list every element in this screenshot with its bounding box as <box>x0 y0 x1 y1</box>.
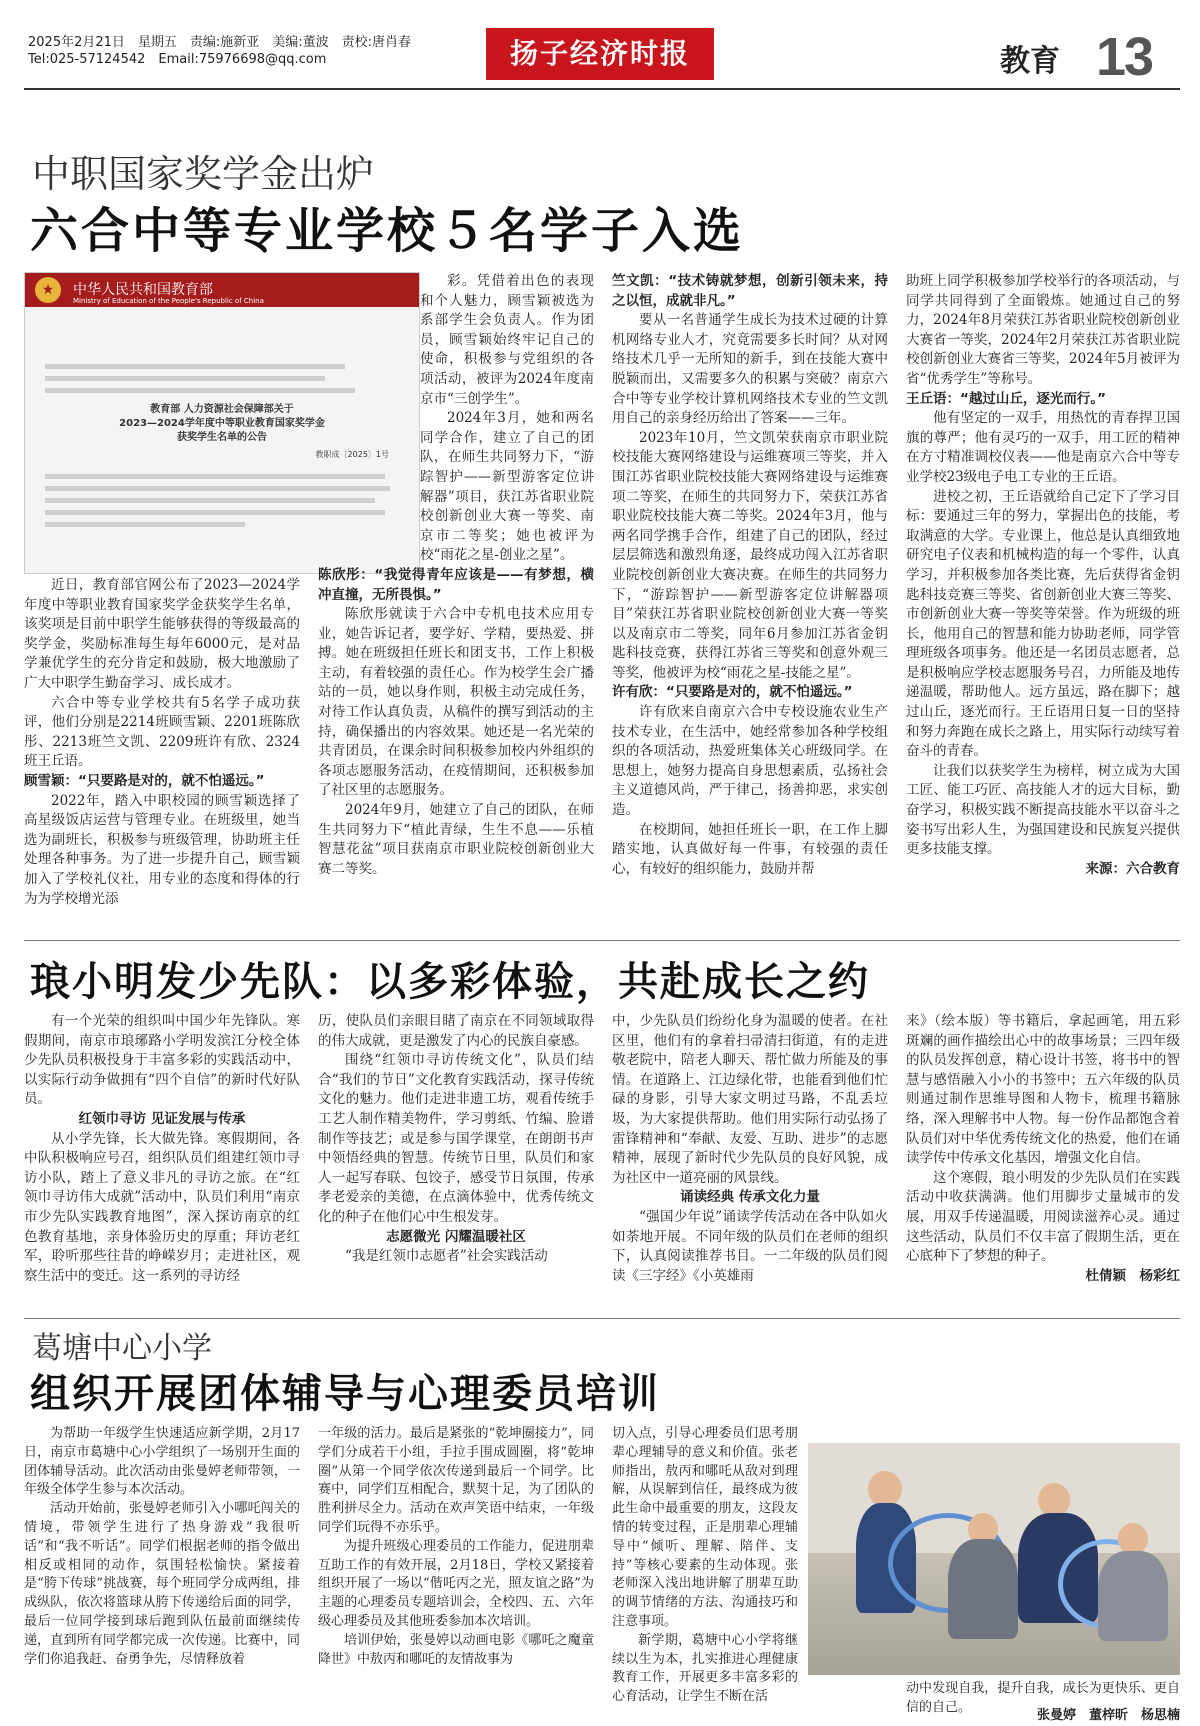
notice-doc-number: 教职成〔2025〕1号 <box>315 450 389 459</box>
subheading: 红领巾寻访 见证发展与传承 <box>78 1110 246 1127</box>
article3-kicker: 葛塘中心小学 <box>32 1331 212 1366</box>
subheading-wang: 王丘语：“越过山丘，逐光而行。” <box>906 390 1106 407</box>
paragraph: 为提升班级心理委员的工作能力，促进朋辈互助工作的有效开展，2月18日，学校又紧接着组织开展了一场以“偕吒丙之光，照友谊之路”为主题的心理委员专题培训会，全校四、五、六年级心理委员及其他班委参加本次培训。 <box>318 1538 594 1629</box>
article3-byline: 张曼婷 董梓昕 杨思楠 <box>1036 1708 1180 1723</box>
divider <box>24 1318 1180 1319</box>
masthead-info <box>28 34 411 68</box>
paragraph: 动中发现自我，提升自我，成长为更快乐、更自信的自己。 <box>906 1681 1180 1715</box>
ministry-name-en: Ministry of Education of the People's Republic of China <box>73 297 264 305</box>
paragraph: 彩。凭借着出色的表现和个人魅力，顾雪颖被选为系部学生会负责人。作为团员，顾雪颖始终牢记自己的使命，积极参与党组织的各项活动，被评为2024年度南京市“三创学生”。 <box>420 273 594 407</box>
paragraph: 有一个光荣的组织叫中国少年先锋队。寒假期间，南京市琅琊路小学明发滨江分校全体少先队员积极投身于丰富多彩的实践活动中，以实际行动争做拥有“四个自信”的新时代好队员。 <box>24 1013 300 1108</box>
subheading-zhu: 竺文凯：“技术铸就梦想，创新引领未来，持之以恒，成就非凡。” <box>612 273 888 309</box>
article2-byline: 杜倩颖 杨彩红 <box>1085 1267 1180 1284</box>
paragraph: 六合中等专业学校共有5名学子成功获评，他们分别是2214班顾雪颖、2201班陈欣彤、2213班竺文凯、2209班许有欣、2324班王丘语。 <box>24 694 300 770</box>
masthead-date-editors: 2025年2月21日 星期五 责编:施新亚 美编:董波 责校:唐肖春 <box>28 35 412 50</box>
paragraph: 在校期间，她担任班长一职，在工作上脚踏实地，认真做好每一件事，有较强的责任心，有较好的组织能力，鼓励并帮 <box>612 821 888 877</box>
subheading-chen: 陈欣彤：“我觉得青年应该是——有梦想，横冲直撞，无所畏惧。” <box>318 566 594 603</box>
paragraph: 2024年3月，她和两名同学合作，建立了自己的团队，在师生共同努力下，“游踪智护——新型游客定位讲解器”项目，获江苏省职业院校创新创业大赛一等奖、南京市二等奖；她也被评为校“雨花之星-创业之星”。 <box>420 410 594 564</box>
paragraph: 要从一名普通学生成长为技术过硬的计算机网络专业人才，究竟需要多长时间？从对网络技术几乎一无所知的新手，到在技能大赛中脱颖而出，又需要多久的积累与突破？南京六合中等专业学校计算机网络技术专业的竺文凯用自己的亲身经历给出了答案——三年。 <box>612 312 888 427</box>
article1-column-3 <box>612 272 888 879</box>
divider <box>24 940 1180 941</box>
notice-title: 教育部 人力资源社会保障部关于 2023—2024学年度中等职业教育国家奖学金 获奖学生名单的公告 <box>119 404 325 443</box>
paragraph: 2022年，踏入中职校园的顾雪颖选择了高星级饭店运营与管理专业。在班级里，她当选为副班长，积极参与班级管理，协助班主任处理各种事务。为了进一步提升自己，顾雪颖加入了学校礼仪社，用专业的态度和得体的行为为学校增光添 <box>24 792 300 907</box>
paragraph: 从小学先锋，长大做先锋。寒假期间，各中队积极响应号召，组织队员们组建红领巾寻访小队，踏上了意义非凡的寻访之旅。在“红领巾寻访伟大成就”活动中，队员们利用“南京市少先队实践教育地图”，深入探访南京的红色教育基地，亲身体验历史的厚重；拜访老红军，聆听那些往昔的峥嵘岁月；走进社区，观察生活中的变迁。这一系列的寻访经 <box>24 1130 300 1284</box>
students-hoop-activity-photo <box>808 1443 1180 1675</box>
article1-column-1 <box>24 576 300 909</box>
paragraph: 助班上同学积极参加学校举行的各项活动，与同学共同得到了全面锻炼。她通过自己的努力，2024年8月荣获江苏省职业院校创新创业大赛省一等奖，2024年2月荣获江苏省职业院校创新创业大赛省三等奖，2024年5月被评为省“优秀学生”等称号。 <box>906 273 1180 387</box>
section-name: 教育 <box>1000 44 1060 79</box>
article2-column-3 <box>612 1012 888 1286</box>
paragraph: 陈欣彤就读于六合中专机电技术应用专业，她告诉记者，要学好、学精，要热爱、拼搏。她在班级担任班长和团支书，工作上积极主动，有着较强的责任心。作为校学生会广播站的一员，她以身作则，积极主动完成任务，对待工作认真负责，从稿件的撰写到活动的主持，确保播出的内容效果。她还是一名光荣的共青团员，在课余时间积极参加校内外组织的各项志愿服务活动，在疫情期间，还积极参加了社区里的志愿服务。 <box>318 606 594 799</box>
paragraph: 这个寒假，琅小明发的少先队员们在实践活动中收获满满。他们用脚步丈量城市的发展，用双手传递温暖，用阅读滋养心灵。通过这些活动，队员们不仅丰富了假期生活，更在心底种下了梦想的种子。 <box>906 1169 1180 1265</box>
subheading: 志愿微光 闪耀温暖社区 <box>386 1228 526 1245</box>
paragraph: 历，使队员们亲眼目睹了南京在不同领域取得的伟大成就，更是激发了内心的民族自豪感。 <box>318 1013 594 1049</box>
paragraph: 一年级的活力。最后是紧张的“乾坤圈接力”，同学们分成若干小组，手拉手围成圆圈，将“乾坤圈”从第一个同学依次传递到最后一个同学。比赛中，同学们互相配合，默契十足，为了团队的胜利拼尽全力。活动在欢声笑语中结束，一年级同学们玩得不亦乐乎。 <box>318 1426 594 1535</box>
article1-source: 来源：六合教育 <box>1085 860 1180 877</box>
article2-column-1 <box>24 1012 300 1286</box>
paragraph: “我是红领巾志愿者”社会实践活动 <box>345 1248 548 1265</box>
paragraph: “强国少年说”诵读学传活动在各中队如火如荼地开展。不同年级的队员们在老师的组织下，认真阅读推荐书目。一二年级的队员们阅读《三字经》《小英雄雨 <box>612 1208 888 1284</box>
newspaper-logo: 扬子经济时报 <box>486 28 714 80</box>
subheading-xu: 许有欣：“只要路是对的，就不怕遥远。” <box>612 684 853 701</box>
article2-headline: 琅小明发少先队：以多彩体验，共赴成长之约 <box>30 959 870 1005</box>
masthead-contact: Tel:025-57124542 Email:75976698@qq.com <box>28 52 327 67</box>
article1-headline: 六合中等专业学校５名学子入选 <box>30 203 745 259</box>
paragraph: 围绕“红领巾寻访传统文化”，队员们结合“我们的节日”文化教育实践活动，探寻传统文化的魅力。他们走进非遗工坊，观看传统手工艺人制作精美物件，学习剪纸、竹编、脸谱制作等技艺；或是参与国学课堂，在朗朗书声中领悟经典的智慧。传统节日里，队员们和家人一起写春联、包饺子，感受节日氛围，传承孝老爱亲的美德，在点滴体验中，优秀传统文化的种子在他们心中生根发芽。 <box>318 1052 594 1225</box>
ministry-name: 中华人民共和国教育部 <box>73 282 213 298</box>
article3-headline: 组织开展团体辅导与心理委员培训 <box>30 1371 660 1417</box>
paragraph: 许有欣来自南京六合中专校设施农业生产技术专业，在生活中，她经常参加各种学校组织的各项活动，热爱班集体关心班级同学。在思想上，她努力提高自身思想素质，弘扬社会主义道德风尚，严于律己，扬善抑恶，求实创造。 <box>612 704 888 819</box>
article2-column-4 <box>906 1012 1180 1286</box>
article2-column-2 <box>318 1012 594 1267</box>
national-emblem-icon: ★ <box>35 277 61 303</box>
paragraph: 中，少先队员们纷纷化身为温暖的使者。在社区里，他们有的拿着扫帚清扫街道，有的走进敬老院中，陪老人聊天、帮忙做力所能及的事情。在道路上、江边绿化带，也能看到他们忙碌的身影，引导大家文明过马路，不乱丢垃圾，为大家提供帮助。他们用实际行动弘扬了雷锋精神和“奉献、友爱、互助、进步”的志愿精神，展现了新时代少先队员的良好风貌，成为社区中一道亮丽的风景线。 <box>612 1013 888 1186</box>
page-number: 13 <box>1096 27 1153 87</box>
subheading: 诵读经典 传承文化力量 <box>680 1189 820 1206</box>
article3-column-3 <box>612 1425 798 1707</box>
paragraph: 2023年10月，竺文凯荣获南京市职业院校技能大赛网络建设与运维赛项三等奖，并入围江苏省职业院校技能大赛网络建设与运维赛项二等奖，在师生的共同努力下，荣获江苏省职业院校技能大赛二等奖。2024年3月，他与两名同学携手合作，组建了自己的团队，经过层层筛选和激烈角逐，最终成功闯入江苏省职业院校创新创业大赛决赛。在师生的共同努力下，“游踪智护——新型游客定位讲解器项目”荣获江苏省职业院校创新创业大赛一等奖以及南京市二等奖，同年6月参加江苏省金钥匙科技竞赛，获得江苏省三等奖和创意外观三等奖，他被评为校“雨花之星-技能之星”。 <box>612 429 888 681</box>
paragraph: 进校之初，王丘语就给自己定下了学习目标：要通过三年的努力，掌握出色的技能，考取满意的大学。专业课上，他总是认真细致地研究电子仪表和机械构造的每一个零件，认真学习，并积极参加各类比赛，先后获得省金钥匙科技竞赛三等奖、省创新创业大赛三等奖、市创新创业大赛一等奖等荣誉。作为班级的班长，他用自己的智慧和能力协助老师，同学管理班级各项事务。他还是一名团员志愿者，总是积极响应学校志愿服务号召，力所能及地传递温暖，帮助他人。远方虽远，路在脚下；越过山丘，逐光而行。王丘语用日复一日的坚持和努力奔跑在成长之路上，用实际行动续写着奋斗的青春。 <box>906 488 1180 760</box>
paragraph: 近日，教育部官网公布了2023—2024学年度中等职业教育国家奖学金获奖学生名单，该奖项是目前中职学生能够获得的等级最高的奖学金，奖励标准每生每年6000元，是对品学兼优学生的充分肯定和鼓励，极大地激励了广大中职学生勤奋学习、成长成才。 <box>24 577 300 691</box>
paragraph: 2024年9月，她建立了自己的团队，在师生共同努力下“植此青绿，生生不息——乐植智慧花盆”项目获南京市职业院校创新创业大赛二等奖。 <box>318 802 594 877</box>
paragraph: 新学期，葛塘中心小学将继续以生为本，扎实推进心理健康教育工作，开展更多丰富多彩的心育活动，让学生不断在活 <box>612 1632 798 1705</box>
paragraph: 为帮助一年级学生快速适应新学期，2月17日，南京市葛塘中心小学组织了一场别开生面的团体辅导活动。此次活动由张曼婷老师带领，一年级全体学生参与本次活动。 <box>24 1426 300 1498</box>
article3-column-2 <box>318 1425 594 1669</box>
article3-column-1 <box>24 1425 300 1669</box>
paragraph: 活动开始前，张曼婷老师引入小哪吒闯关的情境，带领学生进行了热身游戏“我很听话”和“我不听话”。同学们根据老师的指令做出相反或相同的动作，氛围轻松愉快。紧接着是“胯下传球”挑战赛，每个班同学分成两组，排成纵队，依次将篮球从胯下传递给后面的同学，最后一位同学接到球后跑到队伍最前面继续传递，直到所有同学都完成一次传递。比赛中，同学们你追我赶、奋勇争先，尽情释放着 <box>24 1501 300 1667</box>
article1-column-2 <box>318 272 594 879</box>
paragraph: 让我们以获奖学生为榜样，树立成为大国工匠、能工巧匠、高技能人才的远大目标，勤奋学习，积极实践不断提高技能水平以奋斗之姿书写出彩人生，为强国建设和民族复兴提供更多技能支撑。 <box>906 762 1180 858</box>
paragraph: 他有坚定的一双手，用热忱的青春捍卫国旗的尊严；他有灵巧的一双手，用工匠的精神在方寸精准调校仪表——他是南京六合中等专业学校23级电子电工专业的王丘语。 <box>906 410 1180 485</box>
subheading-gu: 顾雪颖：“只要路是对的，就不怕遥远。” <box>24 772 265 789</box>
paragraph: 切入点，引导心理委员们思考朋辈心理辅导的意义和价值。张老师指出，敖丙和哪吒从敌对到理解，从误解到信任，最终成为彼此生命中最重要的朋友，这段友情的转变过程，正是朋辈心理辅导中“倾听、理解、陪伴、支持”等核心要素的生动体现。张老师深入浅出地讲解了朋辈互助的调节情绪的方法、沟通技巧和注意事项。 <box>612 1426 798 1629</box>
article1-column-4 <box>906 272 1180 879</box>
article1-kicker: 中职国家奖学金出炉 <box>32 152 375 196</box>
paragraph: 培训伊始，张曼婷以动画电影《哪吒之魔童降世》中敖丙和哪吒的友情故事为 <box>318 1632 594 1667</box>
masthead-rule <box>24 88 1180 90</box>
paragraph: 来》（绘本版）等书籍后，拿起画笔，用五彩斑斓的画作描绘出心中的故事场景；三四年级的队员发挥创意，精心设计书签，将书中的智慧与感悟融入小小的书签中；五六年级的队员则通过制作思维导图和人物卡，梳理书籍脉络，深入理解书中人物。每一份作品都饱含着队员们对中华优秀传统文化的热爱，他们在诵读学传中传承文化基因，增强文化自信。 <box>906 1013 1180 1167</box>
